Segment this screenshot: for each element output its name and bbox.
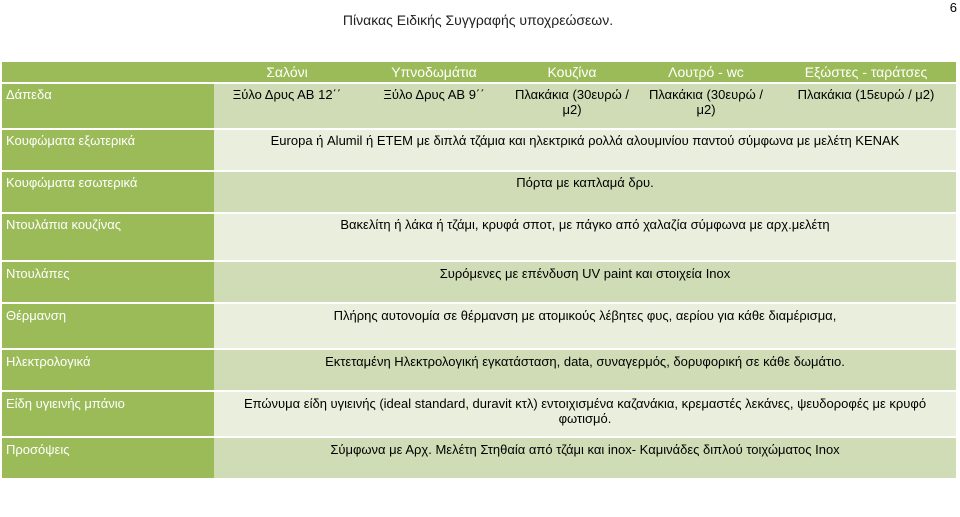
table-header-row (2, 62, 956, 82)
row-label: Θέρμανση (2, 304, 214, 348)
floor-bathroom: Πλακάκια (30ευρώ / μ2) (636, 84, 776, 128)
table-row (2, 438, 956, 478)
table-row (2, 392, 956, 436)
row-label: Κουφώματα εξωτερικά (2, 130, 214, 170)
row-value: Βακελίτη ή λάκα ή τζάμι, κρυφά σποτ, με πάγκο από χαλαζία σύμφωνα με αρχ.μελέτη (214, 214, 956, 260)
row-label: Κουφώματα εσωτερικά (2, 172, 214, 212)
floor-balconies: Πλακάκια (15ευρώ / μ2) (776, 84, 956, 128)
table-row-floors (2, 84, 956, 128)
table-row (2, 130, 956, 170)
specifications-table (2, 60, 956, 480)
row-value: Επώνυμα είδη υγιεινής (ideal standard, duravit κτλ) εντοιχισμένα καζανάκια, κρεμαστές λεκάνες, ψευδοροφές με κρυφό φωτισμό. (214, 392, 956, 436)
row-label: Ηλεκτρολογικά (2, 350, 214, 390)
header-balconies: Εξώστες - ταράτσες (776, 62, 956, 82)
table-row (2, 172, 956, 212)
row-value: Εκτεταμένη Ηλεκτρολογική εγκατάσταση, data, συναγερμός, δορυφορική σε κάθε δωμάτιο. (214, 350, 956, 390)
floor-living-room: Ξύλο Δρυς ΑΒ 12΄΄ (214, 84, 360, 128)
table-row (2, 304, 956, 348)
header-living-room: Σαλόνι (214, 62, 360, 82)
header-kitchen: Κουζίνα (508, 62, 636, 82)
row-label: Ντουλάπες (2, 262, 214, 302)
floor-kitchen: Πλακάκια (30ευρώ / μ2) (508, 84, 636, 128)
row-label: Ντουλάπια κουζίνας (2, 214, 214, 260)
row-value: Πλήρης αυτονομία σε θέρμανση με ατομικούς λέβητες φυς, αερίου για κάθε διαμέρισμα, (214, 304, 956, 348)
row-label: Είδη υγιεινής μπάνιο (2, 392, 214, 436)
row-label-floors: Δάπεδα (2, 84, 214, 128)
page-number: 6 (949, 0, 957, 15)
row-value: Πόρτα με καπλαμά δρυ. (214, 172, 956, 212)
header-empty-cell (2, 62, 214, 82)
row-label: Προσόψεις (2, 438, 214, 478)
row-value: Συρόμενες με επένδυση UV paint και στοιχεία Inox (214, 262, 956, 302)
header-bathroom: Λουτρό - wc (636, 62, 776, 82)
table-row (2, 214, 956, 260)
document-title: Πίνακας Ειδικής Συγγραφής υποχρεώσεων. (342, 12, 614, 28)
row-value: Europa ή Alumil ή ΕΤΕΜ με διπλά τζάμια και ηλεκτρικά ρολλά αλουμινίου παντού σύμφωνα με μελέτη ΚΕΝΑΚ (214, 130, 956, 170)
header-bedrooms: Υπνοδωμάτια (360, 62, 508, 82)
row-value: Σύμφωνα με Αρχ. Μελέτη Στηθαία από τζάμι και inox- Καμινάδες διπλού τοιχώματος Inox (214, 438, 956, 478)
table-row (2, 262, 956, 302)
floor-bedrooms: Ξύλο Δρυς ΑΒ 9΄΄ (360, 84, 508, 128)
table-row (2, 350, 956, 390)
